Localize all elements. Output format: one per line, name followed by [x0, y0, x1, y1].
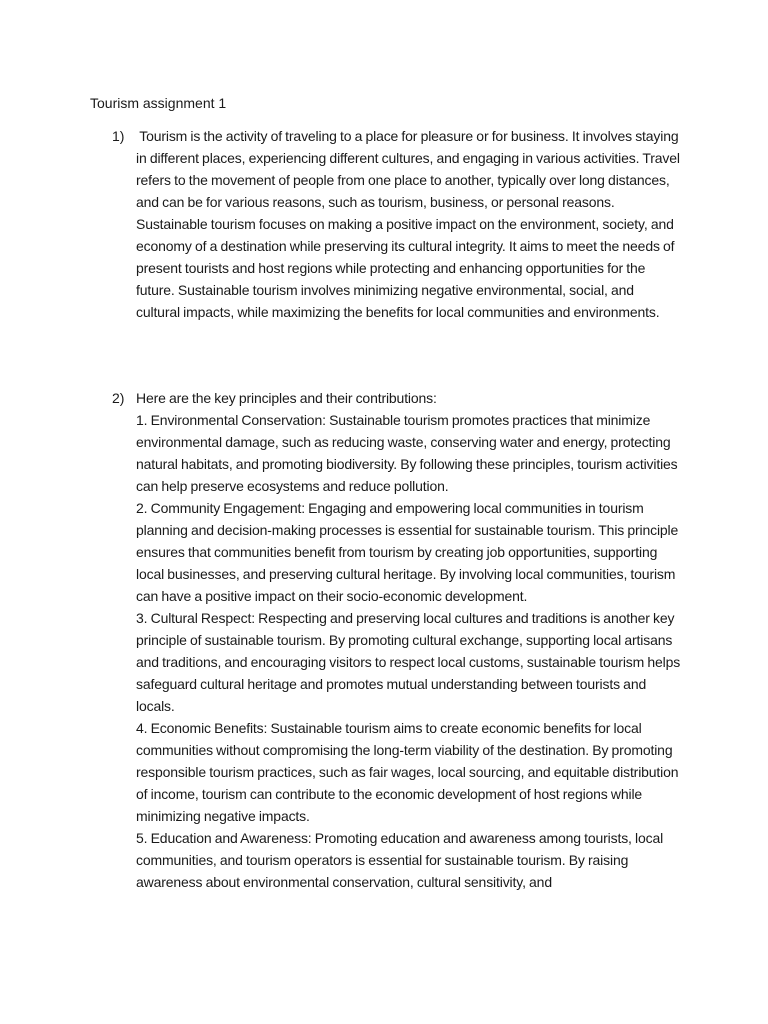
paragraph-community-engagement: 2. Community Engagement: Engaging and empowering local communities in tourism planning and decision-making processes is essential for sustainable tourism. This principle ensures that communities benefit from tourism by creating job opportunities, supporting local businesses, and preserving cultural heritage. By involving local communities, tourism can have a positive impact on their socio-economic development. [136, 500, 679, 604]
paragraph-sustainable-tourism: Sustainable tourism focuses on making a positive impact on the environment, society, and economy of a destination while preserving its cultural integrity. It aims to meet the needs of present tourists and host regions while protecting and enhancing opportunities for the future. Sustainable tourism involves minimizing negative environmental, social, and cultural impacts, while maximizing the benefits for local communities and environments. [136, 216, 675, 320]
paragraph-cultural-respect: 3. Cultural Respect: Respecting and preserving local cultures and traditions is another key principle of sustainable tourism. By promoting cultural exchange, supporting local artisans and traditions, and encouraging visitors to respect local customs, sustainable tourism helps safeguard cultural heritage and promotes mutual understanding between tourists and locals. [136, 610, 681, 714]
paragraph-principles-intro: Here are the key principles and their contributions: [136, 390, 437, 406]
list-marker-1: 1) [112, 128, 125, 144]
list-marker-2: 2) [112, 390, 125, 406]
document-title: Tourism assignment 1 [90, 95, 227, 111]
list-item-1-body [136, 125, 681, 323]
paragraph-economic-benefits: 4. Economic Benefits: Sustainable tourism aims to create economic benefits for local communities without compromising the long-term viability of the destination. By promoting responsible tourism practices, such as fair wages, local sourcing, and equitable distribution of income, tourism can contribute to the economic development of host regions while minimizing negative impacts. [136, 720, 679, 824]
paragraph-tourism-definition: Tourism is the activity of traveling to a place for pleasure or for business. It involves staying in different places, experiencing different cultures, and engaging in various activities. Travel refers to the movement of people from one place to another, typically over long distances, and can be for various reasons, such as tourism, business, or personal reasons. [136, 128, 680, 210]
paragraph-education-awareness: 5. Education and Awareness: Promoting education and awareness among tourists, local communities, and tourism operators is essential for sustainable tourism. By raising awareness about environmental conservation, cultural sensitivity, and [136, 830, 664, 890]
paragraph-environmental-conservation: 1. Environmental Conservation: Sustainable tourism promotes practices that minimize environmental damage, such as reducing waste, conserving water and energy, protecting natural habitats, and promoting biodiversity. By following these principles, tourism activities can help preserve ecosystems and reduce pollution. [136, 412, 678, 494]
list-item-2-body [136, 387, 681, 893]
